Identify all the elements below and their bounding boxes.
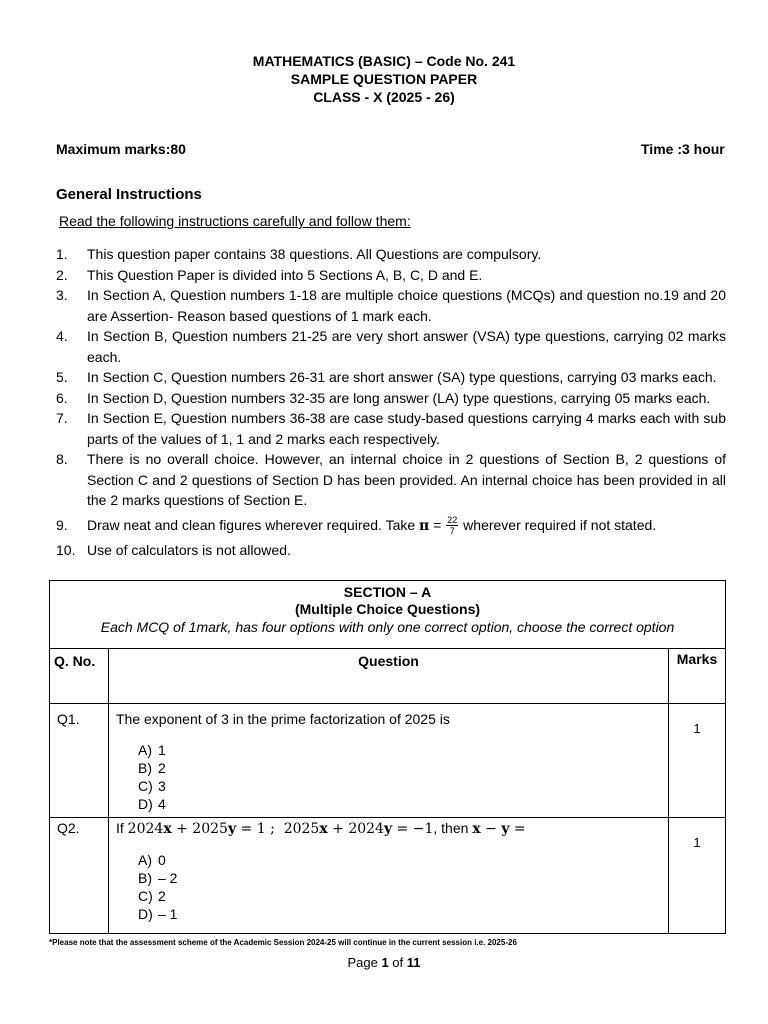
- q2-text: If 2024x + 2025y = 1 ; 2025x + 2024y = −1, then x − y =: [116, 820, 526, 837]
- option-item: A) 1: [138, 742, 166, 758]
- q1-number: Q1.: [50, 704, 109, 818]
- instruction-item: 9. Draw neat and clean figures wherever required. Take π = $\frac{22}{7}$ wherever required if not stated.: [56, 515, 657, 537]
- section-note: Each MCQ of 1mark, has four options with only one correct option, choose the correct option: [100, 619, 675, 635]
- table-row: [50, 704, 726, 818]
- q2-marks: 1: [669, 818, 726, 934]
- fraction-22-7: $\frac{22}{7}$: [447, 515, 458, 537]
- instructions-list: [56, 244, 726, 560]
- paper-title: MATHEMATICS (BASIC) – Code No. 241: [252, 53, 516, 69]
- option-item: D) 4: [138, 796, 166, 812]
- max-marks: Maximum marks:80: [56, 141, 186, 157]
- q1-cell: [109, 704, 669, 818]
- instructions-subheading: Read the following instructions carefully and follow them:: [59, 213, 411, 229]
- q1-options: [138, 741, 668, 813]
- option-item: B) – 2: [138, 870, 178, 886]
- footnote: *Please note that the assessment scheme of the Academic Session 2024-25 will continue in the current session i.e. 2025-26: [49, 938, 517, 947]
- page-number: Page 1 of 11: [347, 955, 421, 970]
- instruction-item: 10. Use of calculators is not allowed.: [56, 541, 291, 558]
- q1-marks: 1: [669, 704, 726, 818]
- option-item: B) 2: [138, 760, 166, 776]
- instruction-item: 6. In Section D, Question numbers 32-35 are long answer (LA) type questions, carrying 05 marks each.: [56, 389, 711, 406]
- section-title: SECTION – A: [343, 584, 432, 600]
- q2-cell: [109, 818, 669, 934]
- paper-class: CLASS - X (2025 - 26): [313, 89, 455, 105]
- option-item: C) 2: [138, 888, 166, 904]
- q2-options: [138, 851, 668, 923]
- col-header-question: Question: [109, 649, 669, 704]
- instruction-item: 8. There is no overall choice. However, an internal choice in 2 questions of Section B, 2 questions of Section C and 2 questions of Section D has been provided. An internal choice has been provided in all the 2 marks questions of Section E.: [56, 451, 726, 508]
- option-item: D) – 1: [138, 906, 178, 922]
- q1-text: The exponent of 3 in the prime factorization of 2025 is: [116, 711, 450, 727]
- instruction-item: 4. In Section B, Question numbers 21-25 are very short answer (VSA) type questions, carrying 02 marks each.: [56, 328, 726, 365]
- instruction-item: 5. In Section C, Question numbers 26-31 are short answer (SA) type questions, carrying 03 marks each.: [56, 369, 717, 385]
- col-header-marks: Marks: [669, 649, 726, 704]
- instruction-item: 1. This question paper contains 38 questions. All Questions are compulsory.: [56, 246, 542, 262]
- option-item: A) 0: [138, 852, 166, 868]
- section-a-header: [50, 581, 726, 649]
- option-item: C) 3: [138, 778, 166, 794]
- time-allowed: Time :3 hour: [641, 141, 725, 157]
- q2-number: Q2.: [50, 818, 109, 934]
- pi-symbol: π: [419, 517, 430, 534]
- instruction-item: 2. This Question Paper is divided into 5 Sections A, B, C, D and E.: [56, 266, 483, 283]
- section-a-table: [49, 580, 726, 934]
- general-instructions-heading: General Instructions: [56, 186, 202, 203]
- instruction-item: 7. In Section E, Question numbers 36-38 are case study-based questions carrying 4 marks each with sub parts of the values of 1, 1 and 2 marks each respectively.: [56, 410, 726, 447]
- section-subtitle: (Multiple Choice Questions): [294, 601, 481, 617]
- instruction-item: 3. In Section A, Question numbers 1-18 are multiple choice questions (MCQs) and question no.19 and 20 are Assertion- Reason based questions of 1 mark each.: [56, 287, 726, 324]
- col-header-qno: Q. No.: [50, 649, 109, 704]
- table-row: [50, 818, 726, 934]
- paper-subtitle: SAMPLE QUESTION PAPER: [290, 71, 478, 87]
